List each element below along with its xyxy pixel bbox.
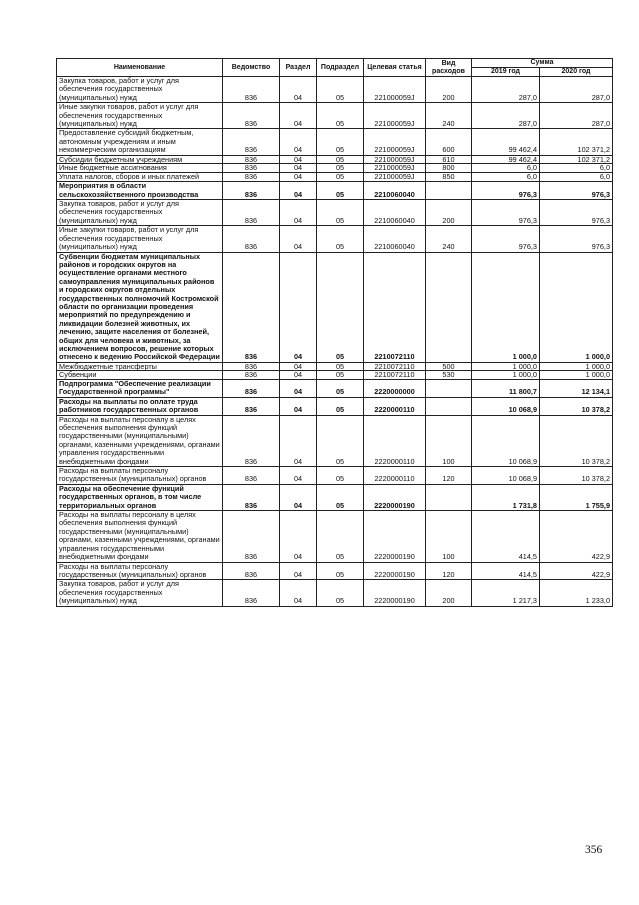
cell-name: Расходы на выплаты персоналу государственных (муниципальных) органов xyxy=(57,562,223,580)
cell-target: 2220000110 xyxy=(364,397,426,415)
cell-target: 2220000190 xyxy=(364,562,426,580)
cell-section: 04 xyxy=(280,397,317,415)
cell-2020: 10 378,2 xyxy=(540,415,613,466)
cell-kind: 800 xyxy=(426,164,472,173)
cell-2019: 10 068,9 xyxy=(472,467,540,485)
cell-dept: 836 xyxy=(223,129,280,155)
cell-name: Расходы на выплаты персоналу государственных (муниципальных) органов xyxy=(57,467,223,485)
cell-2020: 422,9 xyxy=(540,511,613,562)
cell-2020: 976,3 xyxy=(540,182,613,200)
header-kind: Вид расходов xyxy=(426,59,472,77)
cell-target: 2210072110 xyxy=(364,362,426,371)
table-row xyxy=(57,580,613,606)
cell-subsection: 05 xyxy=(317,562,364,580)
cell-target: 221000059J xyxy=(364,164,426,173)
cell-dept: 836 xyxy=(223,155,280,164)
cell-subsection: 05 xyxy=(317,371,364,380)
cell-dept: 836 xyxy=(223,379,280,397)
cell-section: 04 xyxy=(280,415,317,466)
cell-subsection: 05 xyxy=(317,164,364,173)
cell-section: 04 xyxy=(280,164,317,173)
cell-section: 04 xyxy=(280,103,317,129)
cell-kind: 100 xyxy=(426,415,472,466)
table-row xyxy=(57,155,613,164)
cell-kind: 120 xyxy=(426,562,472,580)
cell-name: Расходы на обеспечение функций государственных органов, в том числе территориальных органов xyxy=(57,484,223,510)
cell-dept: 836 xyxy=(223,77,280,103)
table-row xyxy=(57,164,613,173)
cell-target: 2210060040 xyxy=(364,226,426,252)
cell-subsection: 05 xyxy=(317,580,364,606)
page-number: 356 xyxy=(585,844,603,856)
header-dept: Ведомство xyxy=(223,59,280,77)
cell-kind: 500 xyxy=(426,362,472,371)
cell-2019: 1 000,0 xyxy=(472,362,540,371)
cell-dept: 836 xyxy=(223,580,280,606)
table-row xyxy=(57,467,613,485)
cell-2019: 976,3 xyxy=(472,182,540,200)
table-row xyxy=(57,397,613,415)
cell-kind xyxy=(426,252,472,362)
cell-2019: 99 462,4 xyxy=(472,129,540,155)
cell-target: 2220000190 xyxy=(364,580,426,606)
cell-name: Субвенции бюджетам муниципальных районов и городских округов на осуществление органами местного самоуправления муниципальных районов и городских округов отдельных государственных полномочий Костромской области по организации проведения мероприятий по предупреждению и ликвидации болезней животных, их лечению, защите населения от болезней, общих для человека и животных, за исключением вопросов, решение которых отнесено к ведению Российской Федерации xyxy=(57,252,223,362)
cell-name: Уплата налогов, сборов и иных платежей xyxy=(57,172,223,181)
cell-subsection: 05 xyxy=(317,379,364,397)
header-2020: 2020 год xyxy=(540,68,613,77)
cell-dept: 836 xyxy=(223,252,280,362)
table-row xyxy=(57,484,613,510)
cell-section: 04 xyxy=(280,362,317,371)
cell-name: Иные бюджетные ассигнования xyxy=(57,164,223,173)
cell-dept: 836 xyxy=(223,467,280,485)
cell-2020: 1 000,0 xyxy=(540,362,613,371)
cell-dept: 836 xyxy=(223,562,280,580)
cell-2019: 414,5 xyxy=(472,511,540,562)
header-target: Целевая статья xyxy=(364,59,426,77)
table-row xyxy=(57,182,613,200)
table-row xyxy=(57,362,613,371)
cell-dept: 836 xyxy=(223,200,280,226)
cell-2020: 1 000,0 xyxy=(540,371,613,380)
cell-dept: 836 xyxy=(223,172,280,181)
table-row xyxy=(57,103,613,129)
cell-2019: 10 068,9 xyxy=(472,397,540,415)
cell-subsection: 05 xyxy=(317,226,364,252)
cell-dept: 836 xyxy=(223,397,280,415)
cell-subsection: 05 xyxy=(317,252,364,362)
cell-section: 04 xyxy=(280,379,317,397)
cell-target: 2220000000 xyxy=(364,379,426,397)
cell-dept: 836 xyxy=(223,484,280,510)
cell-subsection: 05 xyxy=(317,484,364,510)
cell-target: 2210072110 xyxy=(364,252,426,362)
cell-section: 04 xyxy=(280,172,317,181)
cell-subsection: 05 xyxy=(317,155,364,164)
cell-2019: 1 731,8 xyxy=(472,484,540,510)
table-row xyxy=(57,379,613,397)
cell-2020: 10 378,2 xyxy=(540,467,613,485)
cell-2019: 1 217,3 xyxy=(472,580,540,606)
cell-section: 04 xyxy=(280,200,317,226)
cell-target: 221000059J xyxy=(364,172,426,181)
cell-kind: 240 xyxy=(426,226,472,252)
cell-name: Расходы на выплаты персоналу в целях обеспечения выполнения функций государственными (муниципальными) органами, казенными учреждениями, органами управления государственными внебюджетными фондами xyxy=(57,415,223,466)
cell-kind: 600 xyxy=(426,129,472,155)
cell-section: 04 xyxy=(280,467,317,485)
cell-kind: 530 xyxy=(426,371,472,380)
cell-2019: 6,0 xyxy=(472,164,540,173)
table-row xyxy=(57,129,613,155)
cell-2020: 102 371,2 xyxy=(540,129,613,155)
cell-kind: 200 xyxy=(426,580,472,606)
cell-2020: 10 378,2 xyxy=(540,397,613,415)
cell-kind: 850 xyxy=(426,172,472,181)
cell-2019: 99 462,4 xyxy=(472,155,540,164)
cell-2019: 287,0 xyxy=(472,77,540,103)
cell-2019: 287,0 xyxy=(472,103,540,129)
cell-kind xyxy=(426,484,472,510)
cell-target: 221000059J xyxy=(364,155,426,164)
cell-dept: 836 xyxy=(223,511,280,562)
cell-section: 04 xyxy=(280,155,317,164)
cell-target: 221000059J xyxy=(364,77,426,103)
cell-2019: 10 068,9 xyxy=(472,415,540,466)
cell-name: Расходы на выплаты персоналу в целях обеспечения выполнения функций государственными (муниципальными) органами, казенными учреждениями, органами управления государственными внебюджетными фондами xyxy=(57,511,223,562)
cell-section: 04 xyxy=(280,511,317,562)
cell-2020: 287,0 xyxy=(540,77,613,103)
cell-target: 2220000190 xyxy=(364,484,426,510)
cell-2020: 1 000,0 xyxy=(540,252,613,362)
cell-subsection: 05 xyxy=(317,397,364,415)
cell-2019: 11 800,7 xyxy=(472,379,540,397)
table-body xyxy=(57,77,613,607)
cell-2020: 12 134,1 xyxy=(540,379,613,397)
cell-name: Иные закупки товаров, работ и услуг для обеспечения государственных (муниципальных) нужд xyxy=(57,226,223,252)
cell-2019: 1 000,0 xyxy=(472,252,540,362)
cell-2019: 976,3 xyxy=(472,226,540,252)
cell-target: 2210060040 xyxy=(364,200,426,226)
cell-2019: 976,3 xyxy=(472,200,540,226)
cell-dept: 836 xyxy=(223,164,280,173)
table-row xyxy=(57,415,613,466)
cell-subsection: 05 xyxy=(317,511,364,562)
cell-name: Субвенции xyxy=(57,371,223,380)
cell-dept: 836 xyxy=(223,362,280,371)
cell-name: Расходы на выплаты по оплате труда работников государственных органов xyxy=(57,397,223,415)
cell-kind: 200 xyxy=(426,77,472,103)
cell-section: 04 xyxy=(280,252,317,362)
cell-kind: 240 xyxy=(426,103,472,129)
header-name: Наименование xyxy=(57,59,223,77)
cell-2020: 1 233,0 xyxy=(540,580,613,606)
header-sum: Сумма xyxy=(472,59,613,68)
cell-section: 04 xyxy=(280,484,317,510)
header-2019: 2019 год xyxy=(472,68,540,77)
cell-2019: 1 000,0 xyxy=(472,371,540,380)
cell-dept: 836 xyxy=(223,226,280,252)
cell-2020: 976,3 xyxy=(540,200,613,226)
table-row xyxy=(57,172,613,181)
cell-target: 2210060040 xyxy=(364,182,426,200)
cell-name: Предоставление субсидий бюджетным, автономным учреждениям и иным некоммерческим организациям xyxy=(57,129,223,155)
cell-section: 04 xyxy=(280,226,317,252)
cell-kind xyxy=(426,379,472,397)
cell-2020: 976,3 xyxy=(540,226,613,252)
cell-subsection: 05 xyxy=(317,362,364,371)
cell-dept: 836 xyxy=(223,182,280,200)
cell-target: 2220000110 xyxy=(364,415,426,466)
table-row xyxy=(57,226,613,252)
cell-section: 04 xyxy=(280,182,317,200)
cell-kind xyxy=(426,182,472,200)
cell-name: Закупка товаров, работ и услуг для обеспечения государственных (муниципальных) нужд xyxy=(57,580,223,606)
cell-2019: 6,0 xyxy=(472,172,540,181)
cell-subsection: 05 xyxy=(317,129,364,155)
cell-subsection: 05 xyxy=(317,77,364,103)
cell-section: 04 xyxy=(280,562,317,580)
cell-kind: 100 xyxy=(426,511,472,562)
header-subsection: Подраздел xyxy=(317,59,364,77)
table-row xyxy=(57,371,613,380)
table-row xyxy=(57,562,613,580)
cell-name: Закупка товаров, работ и услуг для обеспечения государственных (муниципальных) нужд xyxy=(57,200,223,226)
cell-section: 04 xyxy=(280,371,317,380)
cell-2020: 287,0 xyxy=(540,103,613,129)
table-row xyxy=(57,200,613,226)
cell-kind xyxy=(426,397,472,415)
cell-name: Субсидии бюджетным учреждениям xyxy=(57,155,223,164)
cell-subsection: 05 xyxy=(317,103,364,129)
cell-2020: 1 755,9 xyxy=(540,484,613,510)
cell-2020: 422,9 xyxy=(540,562,613,580)
cell-subsection: 05 xyxy=(317,172,364,181)
cell-kind: 200 xyxy=(426,200,472,226)
cell-subsection: 05 xyxy=(317,200,364,226)
cell-kind: 610 xyxy=(426,155,472,164)
table-row xyxy=(57,77,613,103)
cell-kind: 120 xyxy=(426,467,472,485)
cell-dept: 836 xyxy=(223,103,280,129)
cell-dept: 836 xyxy=(223,371,280,380)
cell-target: 221000059J xyxy=(364,103,426,129)
cell-section: 04 xyxy=(280,77,317,103)
cell-name: Мероприятия в области сельскохозяйственного производства xyxy=(57,182,223,200)
cell-subsection: 05 xyxy=(317,467,364,485)
cell-name: Закупка товаров, работ и услуг для обеспечения государственных (муниципальных) нужд xyxy=(57,77,223,103)
table-row xyxy=(57,511,613,562)
cell-name: Иные закупки товаров, работ и услуг для обеспечения государственных (муниципальных) нужд xyxy=(57,103,223,129)
header-section: Раздел xyxy=(280,59,317,77)
header-row-top xyxy=(57,59,613,68)
cell-section: 04 xyxy=(280,580,317,606)
cell-name: Подпрограмма "Обеспечение реализации Государственной программы" xyxy=(57,379,223,397)
cell-target: 221000059J xyxy=(364,129,426,155)
cell-target: 2220000110 xyxy=(364,467,426,485)
budget-table xyxy=(56,58,613,607)
cell-dept: 836 xyxy=(223,415,280,466)
cell-2020: 6,0 xyxy=(540,172,613,181)
cell-section: 04 xyxy=(280,129,317,155)
cell-target: 2220000190 xyxy=(364,511,426,562)
cell-subsection: 05 xyxy=(317,182,364,200)
cell-subsection: 05 xyxy=(317,415,364,466)
table-row xyxy=(57,252,613,362)
cell-target: 2210072110 xyxy=(364,371,426,380)
cell-name: Межбюджетные трансферты xyxy=(57,362,223,371)
cell-2019: 414,5 xyxy=(472,562,540,580)
cell-2020: 6,0 xyxy=(540,164,613,173)
cell-2020: 102 371,2 xyxy=(540,155,613,164)
